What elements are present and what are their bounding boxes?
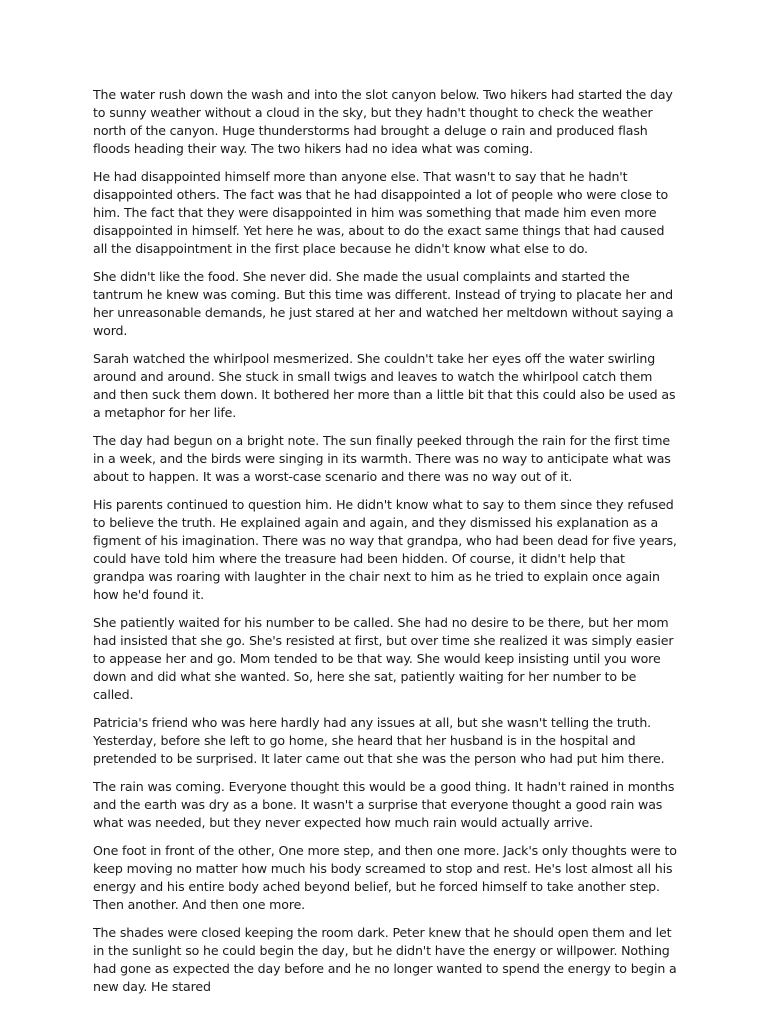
paragraph: Patricia's friend who was here hardly had any issues at all, but she wasn't telling the truth. Yesterday, before she left to go home, she heard that her husband is in the hospital and pretended to be surprised. It later came out that she was the person who had put him there. — [93, 715, 665, 766]
paragraph: Sarah watched the whirlpool mesmerized. She couldn't take her eyes off the water swirling around and around. She stuck in small twigs and leaves to watch the whirlpool catch them and then suck them down. It bothered her more than a little bit that this could also be used as a metaphor for her life. — [93, 351, 676, 420]
paragraph: She patiently waited for his number to be called. She had no desire to be there, but her mom had insisted that she go. She's resisted at first, but over time she realized it was simply easier to appease her and go. Mom tended to be that way. She would keep insisting until you wore down and did what she wanted. So, here she sat, patiently waiting for her number to be called. — [93, 615, 674, 702]
paragraph: His parents continued to question him. He didn't know what to say to them since they refused to believe the truth. He explained again and again, and they dismissed his explanation as a figment of his imagination. There was no way that grandpa, who had been dead for five years, could have told him where the treasure had been hidden. Of course, it didn't help that grandpa was roaring with laughter in the chair next to him as he tried to explain once again how he'd found it. — [93, 497, 677, 602]
paragraph: She didn't like the food. She never did. She made the usual complaints and started the tantrum he knew was coming. But this time was different. Instead of trying to placate her and her unreasonable demands, he just stared at her and watched her meltdown without saying a word. — [93, 269, 674, 338]
paragraph: The shades were closed keeping the room dark. Peter knew that he should open them and let in the sunlight so he could begin the day, but he didn't have the energy or willpower. Nothing had gone as expected the day before and he no longer wanted to spend the energy to begin a new day. He stared — [93, 925, 677, 994]
paragraph: The rain was coming. Everyone thought this would be a good thing. It hadn't rained in months and the earth was dry as a bone. It wasn't a surprise that everyone thought a good rain was what was needed, but they never expected how much rain would actually arrive. — [93, 779, 675, 830]
paragraph: He had disappointed himself more than anyone else. That wasn't to say that he hadn't disappointed others. The fact was that he had disappointed a lot of people who were close to him. The fact that they were disappointed in him was something that made him even more disappointed in himself. Yet here he was, about to do the exact same things that had caused all the disappointment in the first place because he didn't know what else to do. — [93, 169, 669, 256]
paragraph: The day had begun on a bright note. The sun finally peeked through the rain for the first time in a week, and the birds were singing in its warmth. There was no way to anticipate what was about to happen. It was a worst-case scenario and there was no way out of it. — [93, 433, 671, 484]
paragraph: The water rush down the wash and into the slot canyon below. Two hikers had started the day to sunny weather without a cloud in the sky, but they hadn't thought to check the weather north of the canyon. Huge thunderstorms had brought a deluge o rain and produced flash floods heading their way. The two hikers had no idea what was coming. — [93, 87, 673, 156]
document-page — [93, 86, 678, 1006]
paragraph: One foot in front of the other, One more step, and then one more. Jack's only thoughts were to keep moving no matter how much his body screamed to stop and rest. He's lost almost all his energy and his entire body ached beyond belief, but he forced himself to take another step. Then another. And then one more. — [93, 843, 677, 912]
